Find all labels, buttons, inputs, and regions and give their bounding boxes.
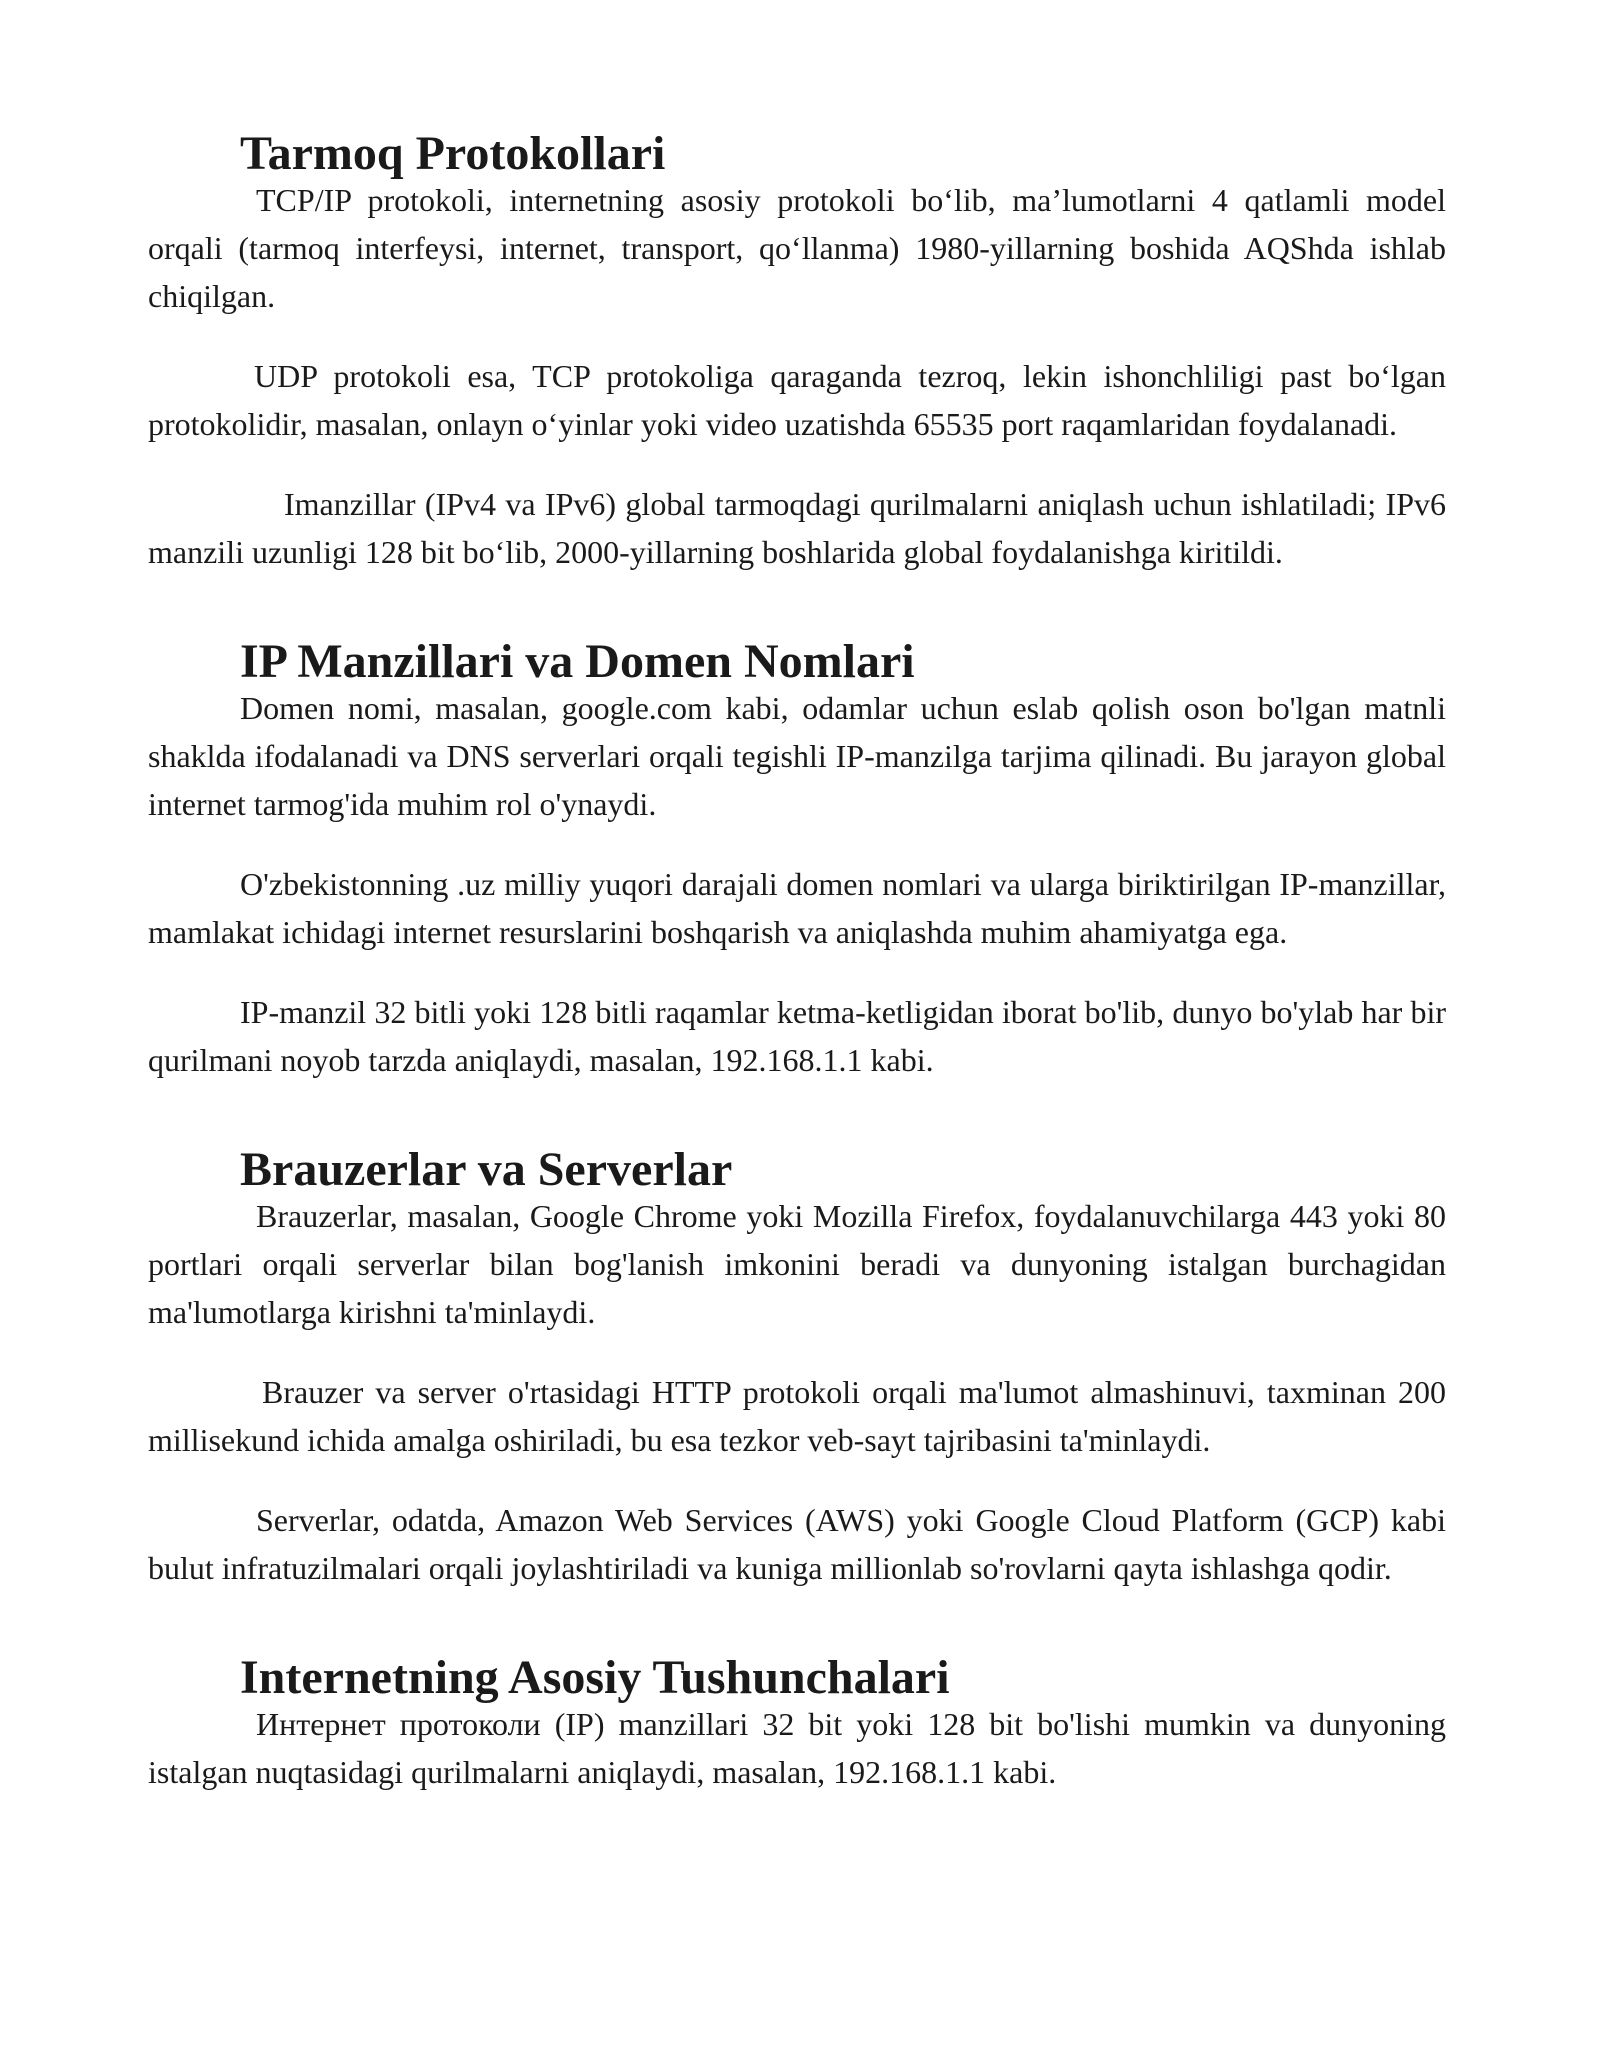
paragraph: O'zbekistonning .uz milliy yuqori darajali domen nomlari va ularga biriktirilgan IP-manzillar, mamlakat ichidagi internet resurslarini boshqarish va aniqlashda muhim ahamiyatga ega. [148, 866, 1446, 950]
paragraph: Brauzerlar, masalan, Google Chrome yoki Mozilla Firefox, foydalanuvchilarga 443 yoki 80 portlari orqali serverlar bilan bog'lanish imkonini beradi va dunyoning istalgan burchagidan ma'lumotlarga kirishni ta'minlaydi. [148, 1198, 1446, 1330]
paragraph: UDP protokoli esa, TCP protokoliga qaraganda tezroq, lekin ishonchliligi past bo‘lgan protokolidir, masalan, onlayn o‘yinlar yoki video uzatishda 65535 port raqamlaridan foydalanadi. [148, 358, 1446, 442]
document-page [148, 127, 1446, 1796]
section-heading: IP Manzillari va Domen Nomlari [240, 635, 915, 688]
paragraph: Domen nomi, masalan, google.com kabi, odamlar uchun eslab qolish oson bo'lgan matnli shaklda ifodalanadi va DNS serverlari orqali tegishli IP-manzilga tarjima qilinadi. Bu jarayon global internet tarmog'ida muhim rol o'ynaydi. [148, 690, 1446, 822]
paragraph: Brauzer va server o'rtasidagi HTTP protokoli orqali ma'lumot almashinuvi, taxminan 200 millisekund ichida amalga oshiriladi, bu esa tezkor veb-sayt tajribasini ta'minlaydi. [148, 1374, 1446, 1458]
paragraph: Imanzillar (IPv4 va IPv6) global tarmoqdagi qurilmalarni aniqlash uchun ishlatiladi; IPv6 manzili uzunligi 128 bit bo‘lib, 2000-yillarning boshlarida global foydalanishga kiritildi. [148, 486, 1446, 570]
paragraph: Интернет протоколи (IP) manzillari 32 bit yoki 128 bit bo'lishi mumkin va dunyoning istalgan nuqtasidagi qurilmalarni aniqlaydi, masalan, 192.168.1.1 kabi. [148, 1706, 1446, 1790]
paragraph: Serverlar, odatda, Amazon Web Services (AWS) yoki Google Cloud Platform (GCP) kabi bulut infratuzilmalari orqali joylashtiriladi va kuniga millionlab so'rovlarni qayta ishlashga qodir. [148, 1502, 1446, 1586]
section-heading: Tarmoq Protokollari [240, 127, 666, 180]
paragraph: IP-manzil 32 bitli yoki 128 bitli raqamlar ketma-ketligidan iborat bo'lib, dunyo bo'ylab har bir qurilmani noyob tarzda aniqlaydi, masalan, 192.168.1.1 kabi. [148, 994, 1446, 1078]
section-heading: Internetning Asosiy Tushunchalari [240, 1651, 950, 1704]
section-heading: Brauzerlar va Serverlar [240, 1143, 733, 1196]
paragraph: TCP/IP protokoli, internetning asosiy protokoli bo‘lib, ma’lumotlarni 4 qatlamli model orqali (tarmoq interfeysi, internet, transport, qo‘llanma) 1980-yillarning boshida AQShda ishlab chiqilgan. [148, 182, 1446, 314]
